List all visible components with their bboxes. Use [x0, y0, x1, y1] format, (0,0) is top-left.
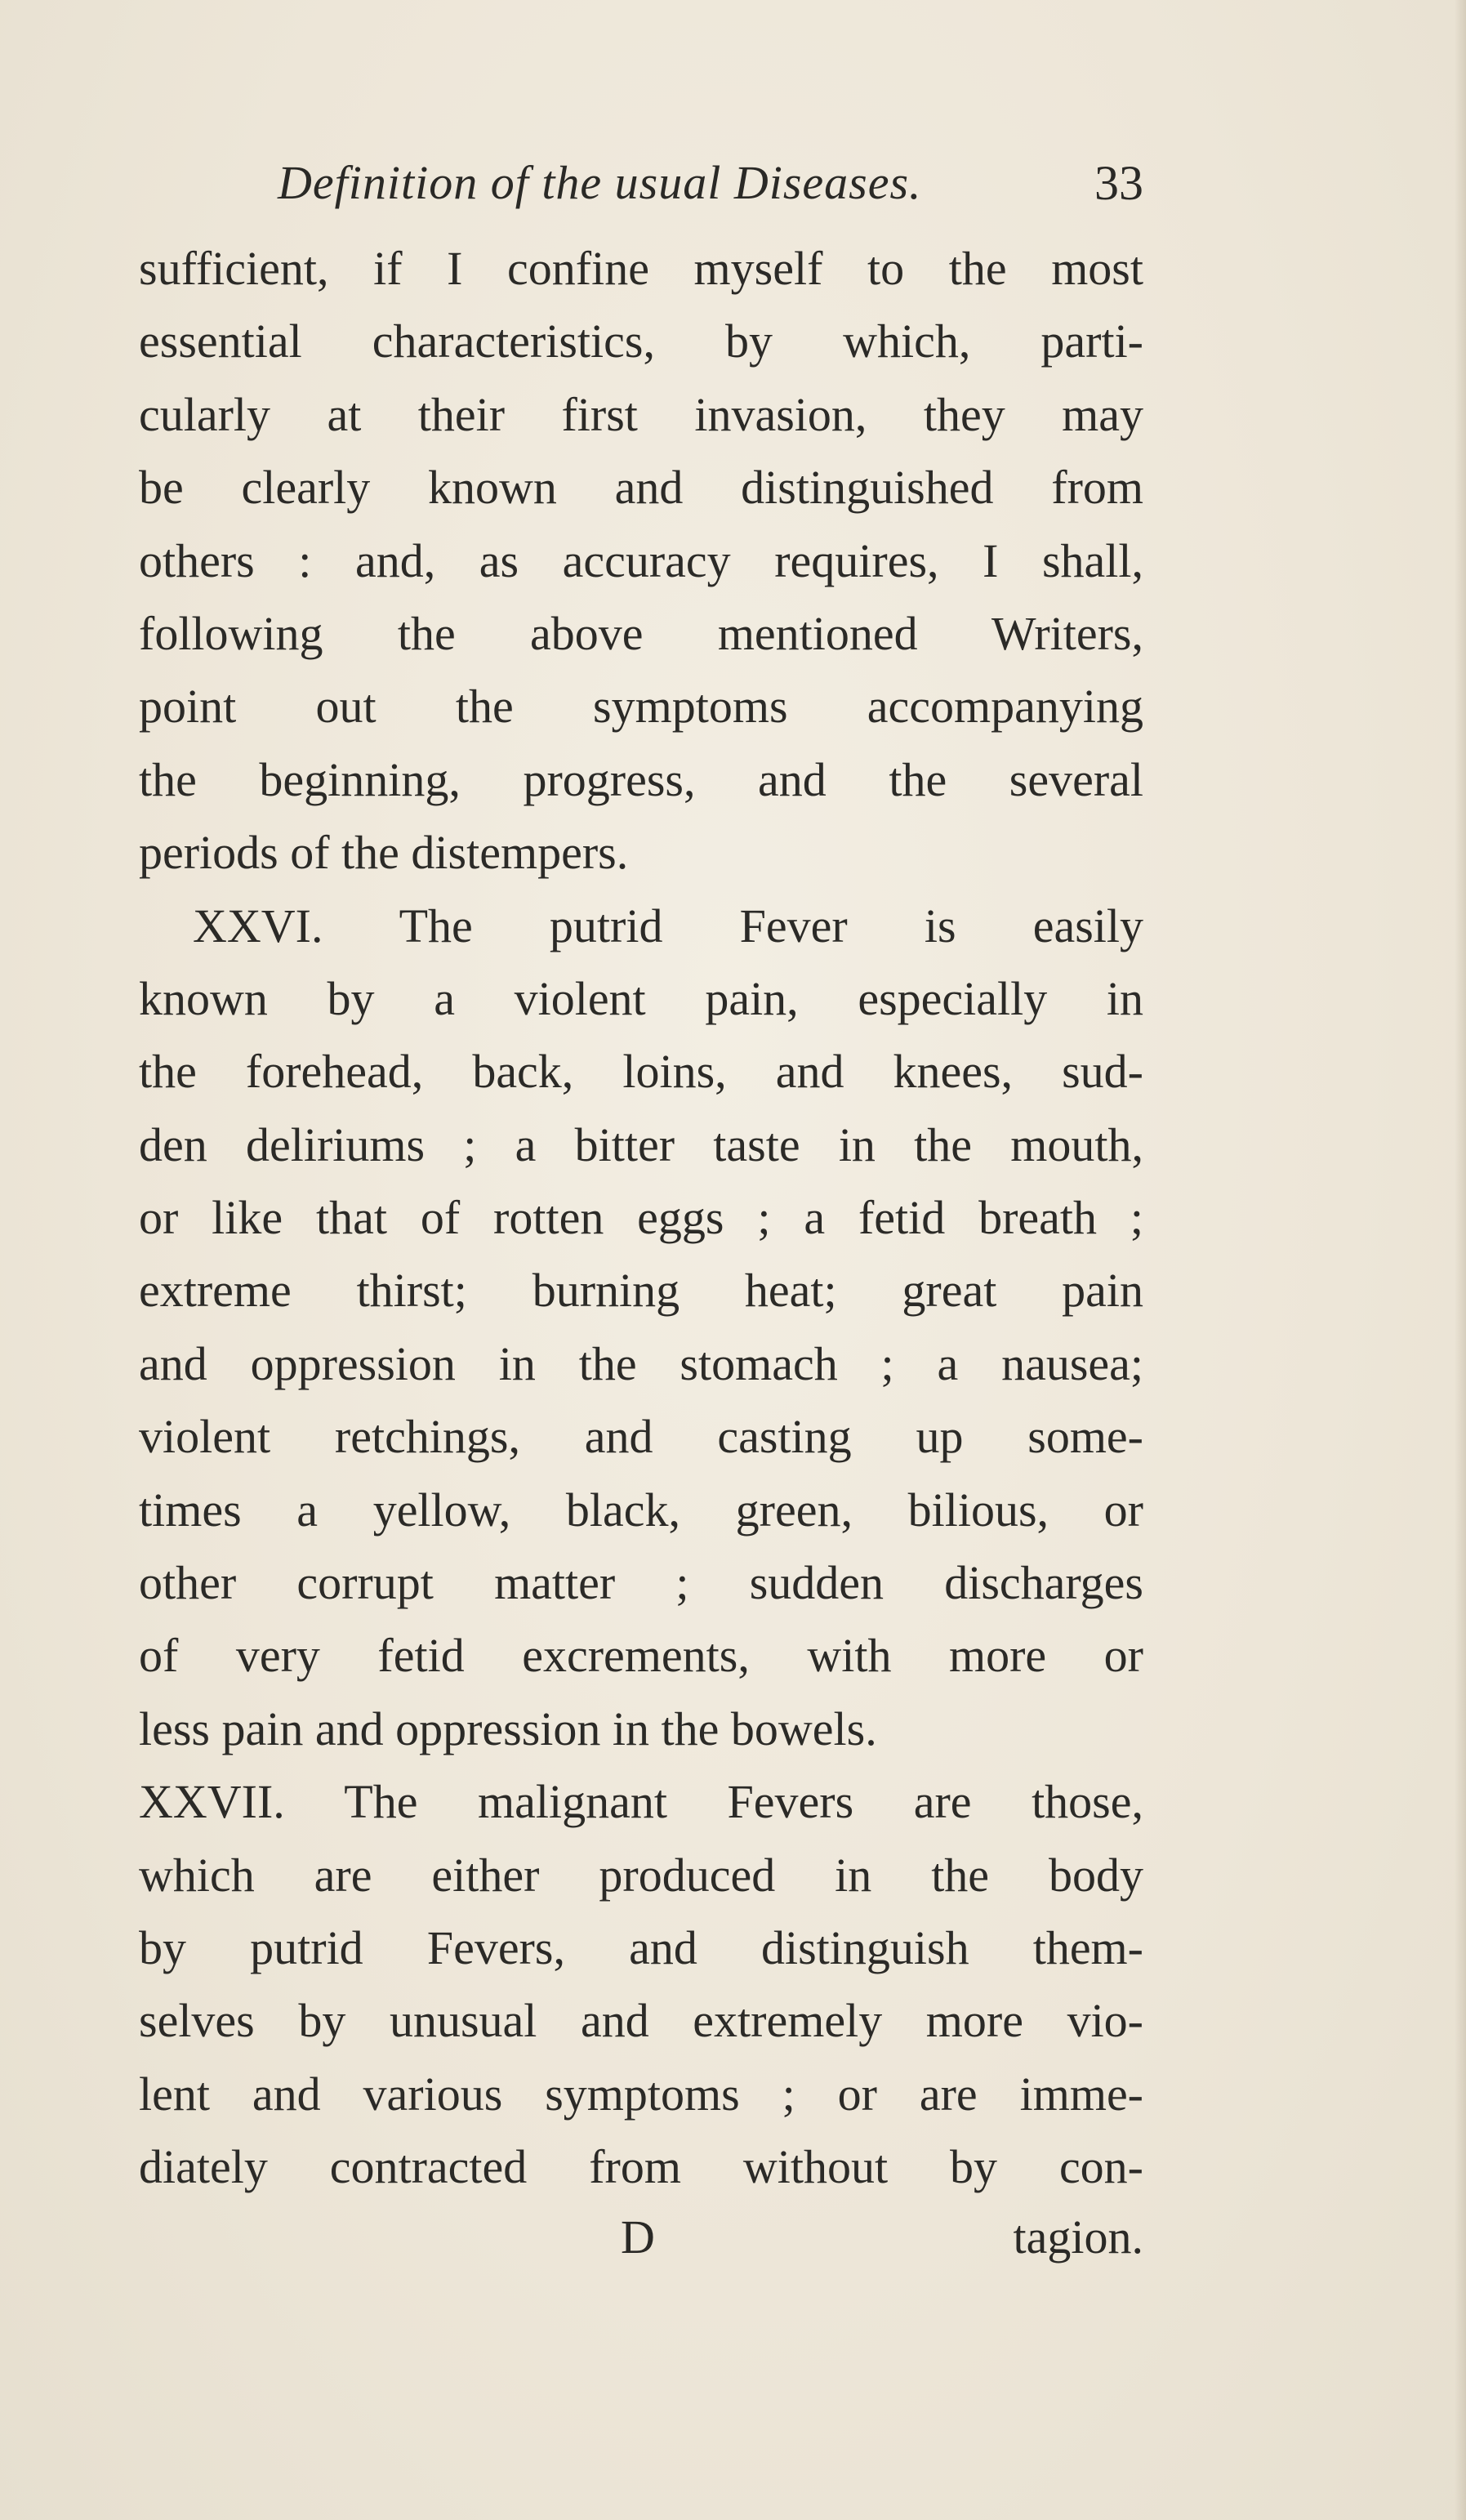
text-line: violent retchings, and casting up some- — [139, 1410, 1143, 1464]
text-line: den deliriums ; a bitter taste in the mouth, — [139, 1117, 1143, 1171]
text-line: which are either produced in the body — [139, 1848, 1143, 1902]
text-line: lent and various symptoms ; or are imme- — [139, 2067, 1143, 2121]
text-line: sufficient, if I confine myself to the most — [139, 242, 1143, 295]
page-header — [139, 155, 1143, 229]
text-line: or like that of rotten eggs ; a fetid breath ; — [139, 1191, 1143, 1245]
text-line: essential characteristics, by which, parti- — [139, 314, 1143, 368]
text-line: other corrupt matter ; sudden discharges — [139, 1556, 1143, 1610]
text-line: less pain and oppression in the bowels. — [139, 1702, 877, 1755]
page-number: 33 — [1094, 156, 1143, 210]
page-footer — [139, 2210, 1143, 2275]
text-line: the forehead, back, loins, and knees, sud- — [139, 1045, 1143, 1099]
text-line: point out the symptoms accompanying — [139, 680, 1143, 734]
text-line: selves by unusual and extremely more vio- — [139, 1994, 1143, 2048]
text-line: known by a violent pain, especially in — [139, 971, 1143, 1025]
text-line: others : and, as accuracy requires, I shall, — [139, 533, 1143, 587]
body-text — [139, 232, 1143, 2204]
paragraph-start-line: XXVII. The malignant Fevers are those, — [139, 1775, 1143, 1829]
text-line: extreme thirst; burning heat; great pain — [139, 1264, 1143, 1318]
text-line: by putrid Fevers, and distinguish them- — [139, 1920, 1143, 1974]
text-line: times a yellow, black, green, bilious, or — [139, 1483, 1143, 1537]
text-line: of very fetid excrements, with more or — [139, 1629, 1143, 1683]
signature-mark: D — [621, 2210, 655, 2264]
text-line: following the above mentioned Writers, — [139, 606, 1143, 660]
paragraph-start-line: XXVI. The putrid Fever is easily — [193, 899, 1143, 952]
text-line: periods of the distempers. — [139, 826, 629, 880]
text-line: the beginning, progress, and the several — [139, 752, 1143, 806]
running-title: Definition of the usual Diseases. — [278, 156, 922, 209]
text-line: and oppression in the stomach ; a nausea; — [139, 1336, 1143, 1390]
text-line: diately contracted from without by con- — [139, 2140, 1143, 2194]
text-line: cularly at their first invasion, they may — [139, 387, 1143, 441]
page-edge-shadow — [1455, 0, 1466, 2520]
text-line: be clearly known and distinguished from — [139, 461, 1143, 515]
catchword: tagion. — [1013, 2210, 1143, 2264]
